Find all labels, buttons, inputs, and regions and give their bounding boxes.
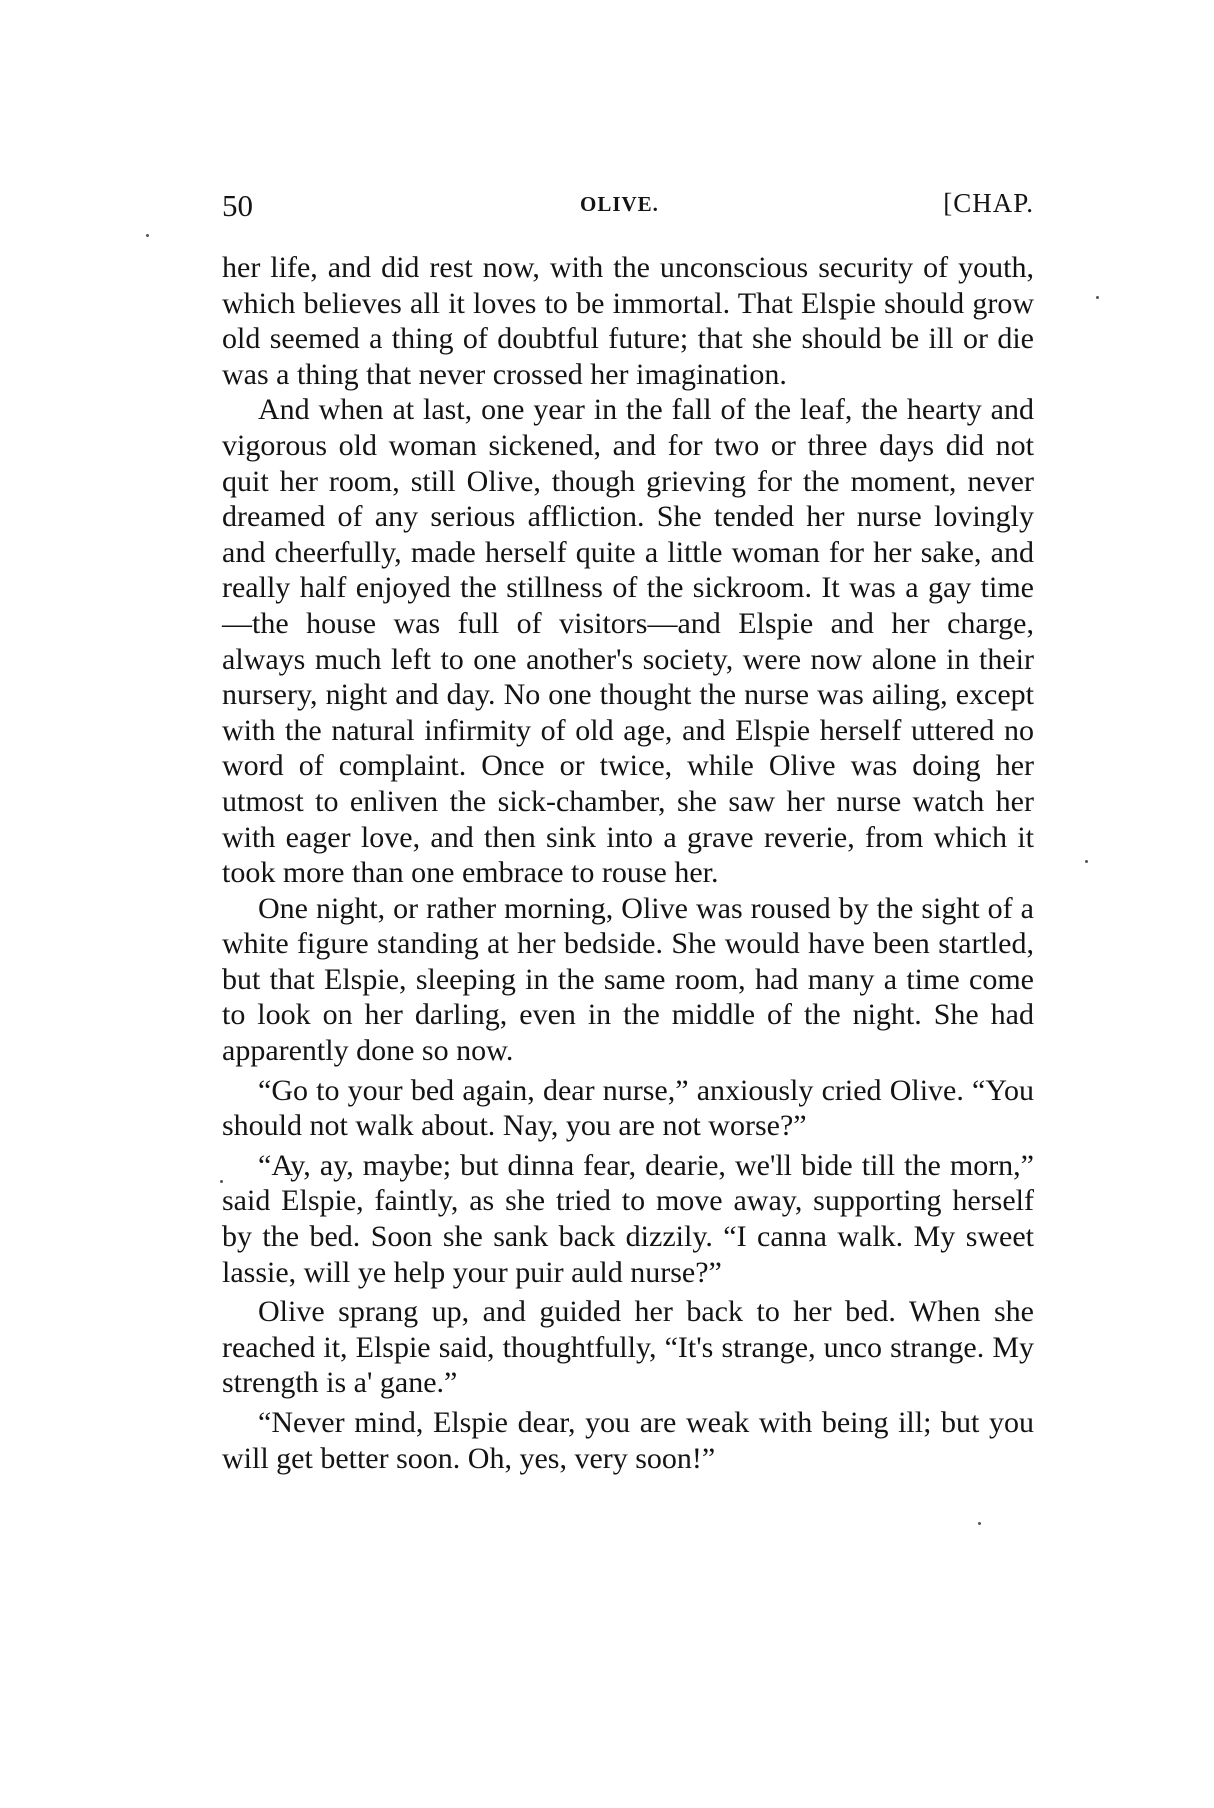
paragraph-5: “Ay, ay, maybe; but dinna fear, dearie, we'll bide till the morn,” said Elspie, faintly, as she tried to move away, supporting herself by the bed. Soon she sank back dizzily. “I canna walk. My sweet lassie, will ye help your puir auld nurse?” [222,1148,1034,1289]
scan-speck [978,1522,981,1525]
page-number: 50 [222,188,253,223]
paragraph-6: Olive sprang up, and guided her back to her bed. When she reached it, Elspie said, thoughtfully, “It's strange, unco strange. My strength is a' gane.” [222,1295,1034,1400]
body-text [222,250,1034,1476]
paragraph-3: One night, or rather morning, Olive was roused by the sight of a white figure standing at her bedside. She would have been startled, but that Elspie, sleeping in the same room, had many a time come to look on her darling, even in the middle of the night. She had apparently done so now. [222,891,1034,1068]
paragraph-1: her life, and did rest now, with the unconscious security of youth, which believes all it loves to be immortal. That Elspie should grow old seemed a thing of doubtful future; that she should be ill or die was a thing that never crossed her imagination. [222,251,1034,391]
running-title: OLIVE. [580,192,659,216]
paragraph-2: And when at last, one year in the fall of the leaf, the hearty and vigorous old woman sickened, and for two or three days did not quit her room, still Olive, though grieving for the moment, never dreamed of any serious affliction. She tended her nurse lovingly and cheerfully, made herself quite a little woman for her sake, and really half enjoyed the stillness of the sickroom. It was a gay time—the house was full of visitors—and Elspie and her charge, always much left to one another's society, were now alone in their nursery, night and day. No one thought the nurse was ailing, except with the natural infirmity of old age, and Elspie herself uttered no word of complaint. Once or twice, while Olive was doing her utmost to enliven the sick-chamber, she saw her nurse watch her with eager love, and then sink into a grave reverie, from which it took more than one embrace to rouse her. [222,393,1034,890]
scan-speck [1096,296,1099,299]
paragraph-7: “Never mind, Elspie dear, you are weak with being ill; but you will get better soon. Oh, yes, very soon!” [222,1406,1034,1475]
scan-speck [1085,860,1088,863]
chapter-label: [CHAP. [943,188,1034,218]
paragraph-4: “Go to your bed again, dear nurse,” anxiously cried Olive. “You should not walk about. Nay, you are not worse?” [222,1073,1034,1143]
page-header [222,188,1034,232]
scan-speck [146,234,149,237]
scan-speck [220,1180,223,1183]
